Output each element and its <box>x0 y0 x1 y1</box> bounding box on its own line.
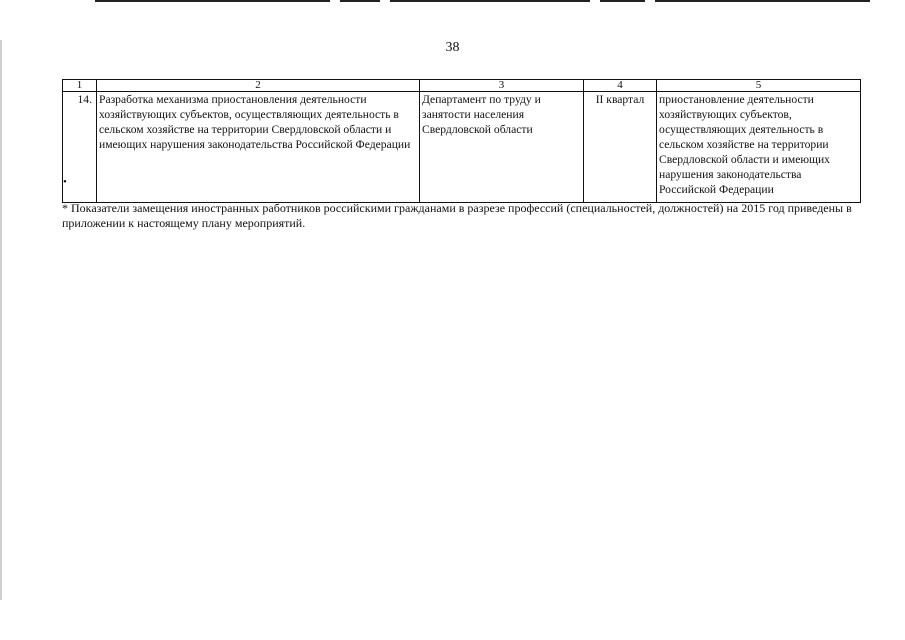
scan-edge-left <box>0 40 2 600</box>
row-number: 14. <box>77 93 92 106</box>
scan-edge-top <box>0 0 905 6</box>
executor-cell: Департамент по труду и занятости населения Свердловской области <box>420 92 584 203</box>
measures-table <box>62 79 861 203</box>
column-number-row <box>63 80 861 92</box>
result-cell: приостановление деятельности хозяйствующих субъектов, осуществляющих деятельность в сельском хозяйстве на территории Свердловской области и имеющих нарушения законодательства Российской Федерации <box>657 92 861 203</box>
stray-mark: • <box>63 176 67 188</box>
footnote: * Показатели замещения иностранных работников российскими гражданами в разрезе профессий (специальностей, должностей) на 2015 год приведены в приложении к настоящему плану мероприятий. <box>62 201 852 230</box>
column-number: 5 <box>657 80 861 92</box>
column-number: 4 <box>584 80 657 92</box>
page-number: 38 <box>445 40 460 55</box>
table-row <box>63 92 861 203</box>
period-cell: II квартал <box>584 92 657 203</box>
row-number-cell <box>63 92 97 203</box>
column-number: 1 <box>63 80 97 92</box>
column-number: 2 <box>97 80 420 92</box>
column-number: 3 <box>420 80 584 92</box>
measure-cell: Разработка механизма приостановления деятельности хозяйствующих субъектов, осуществляющих деятельность в сельском хозяйстве на территории Свердловской области и имеющих нарушения законодательства Российской Федерации <box>97 92 420 203</box>
